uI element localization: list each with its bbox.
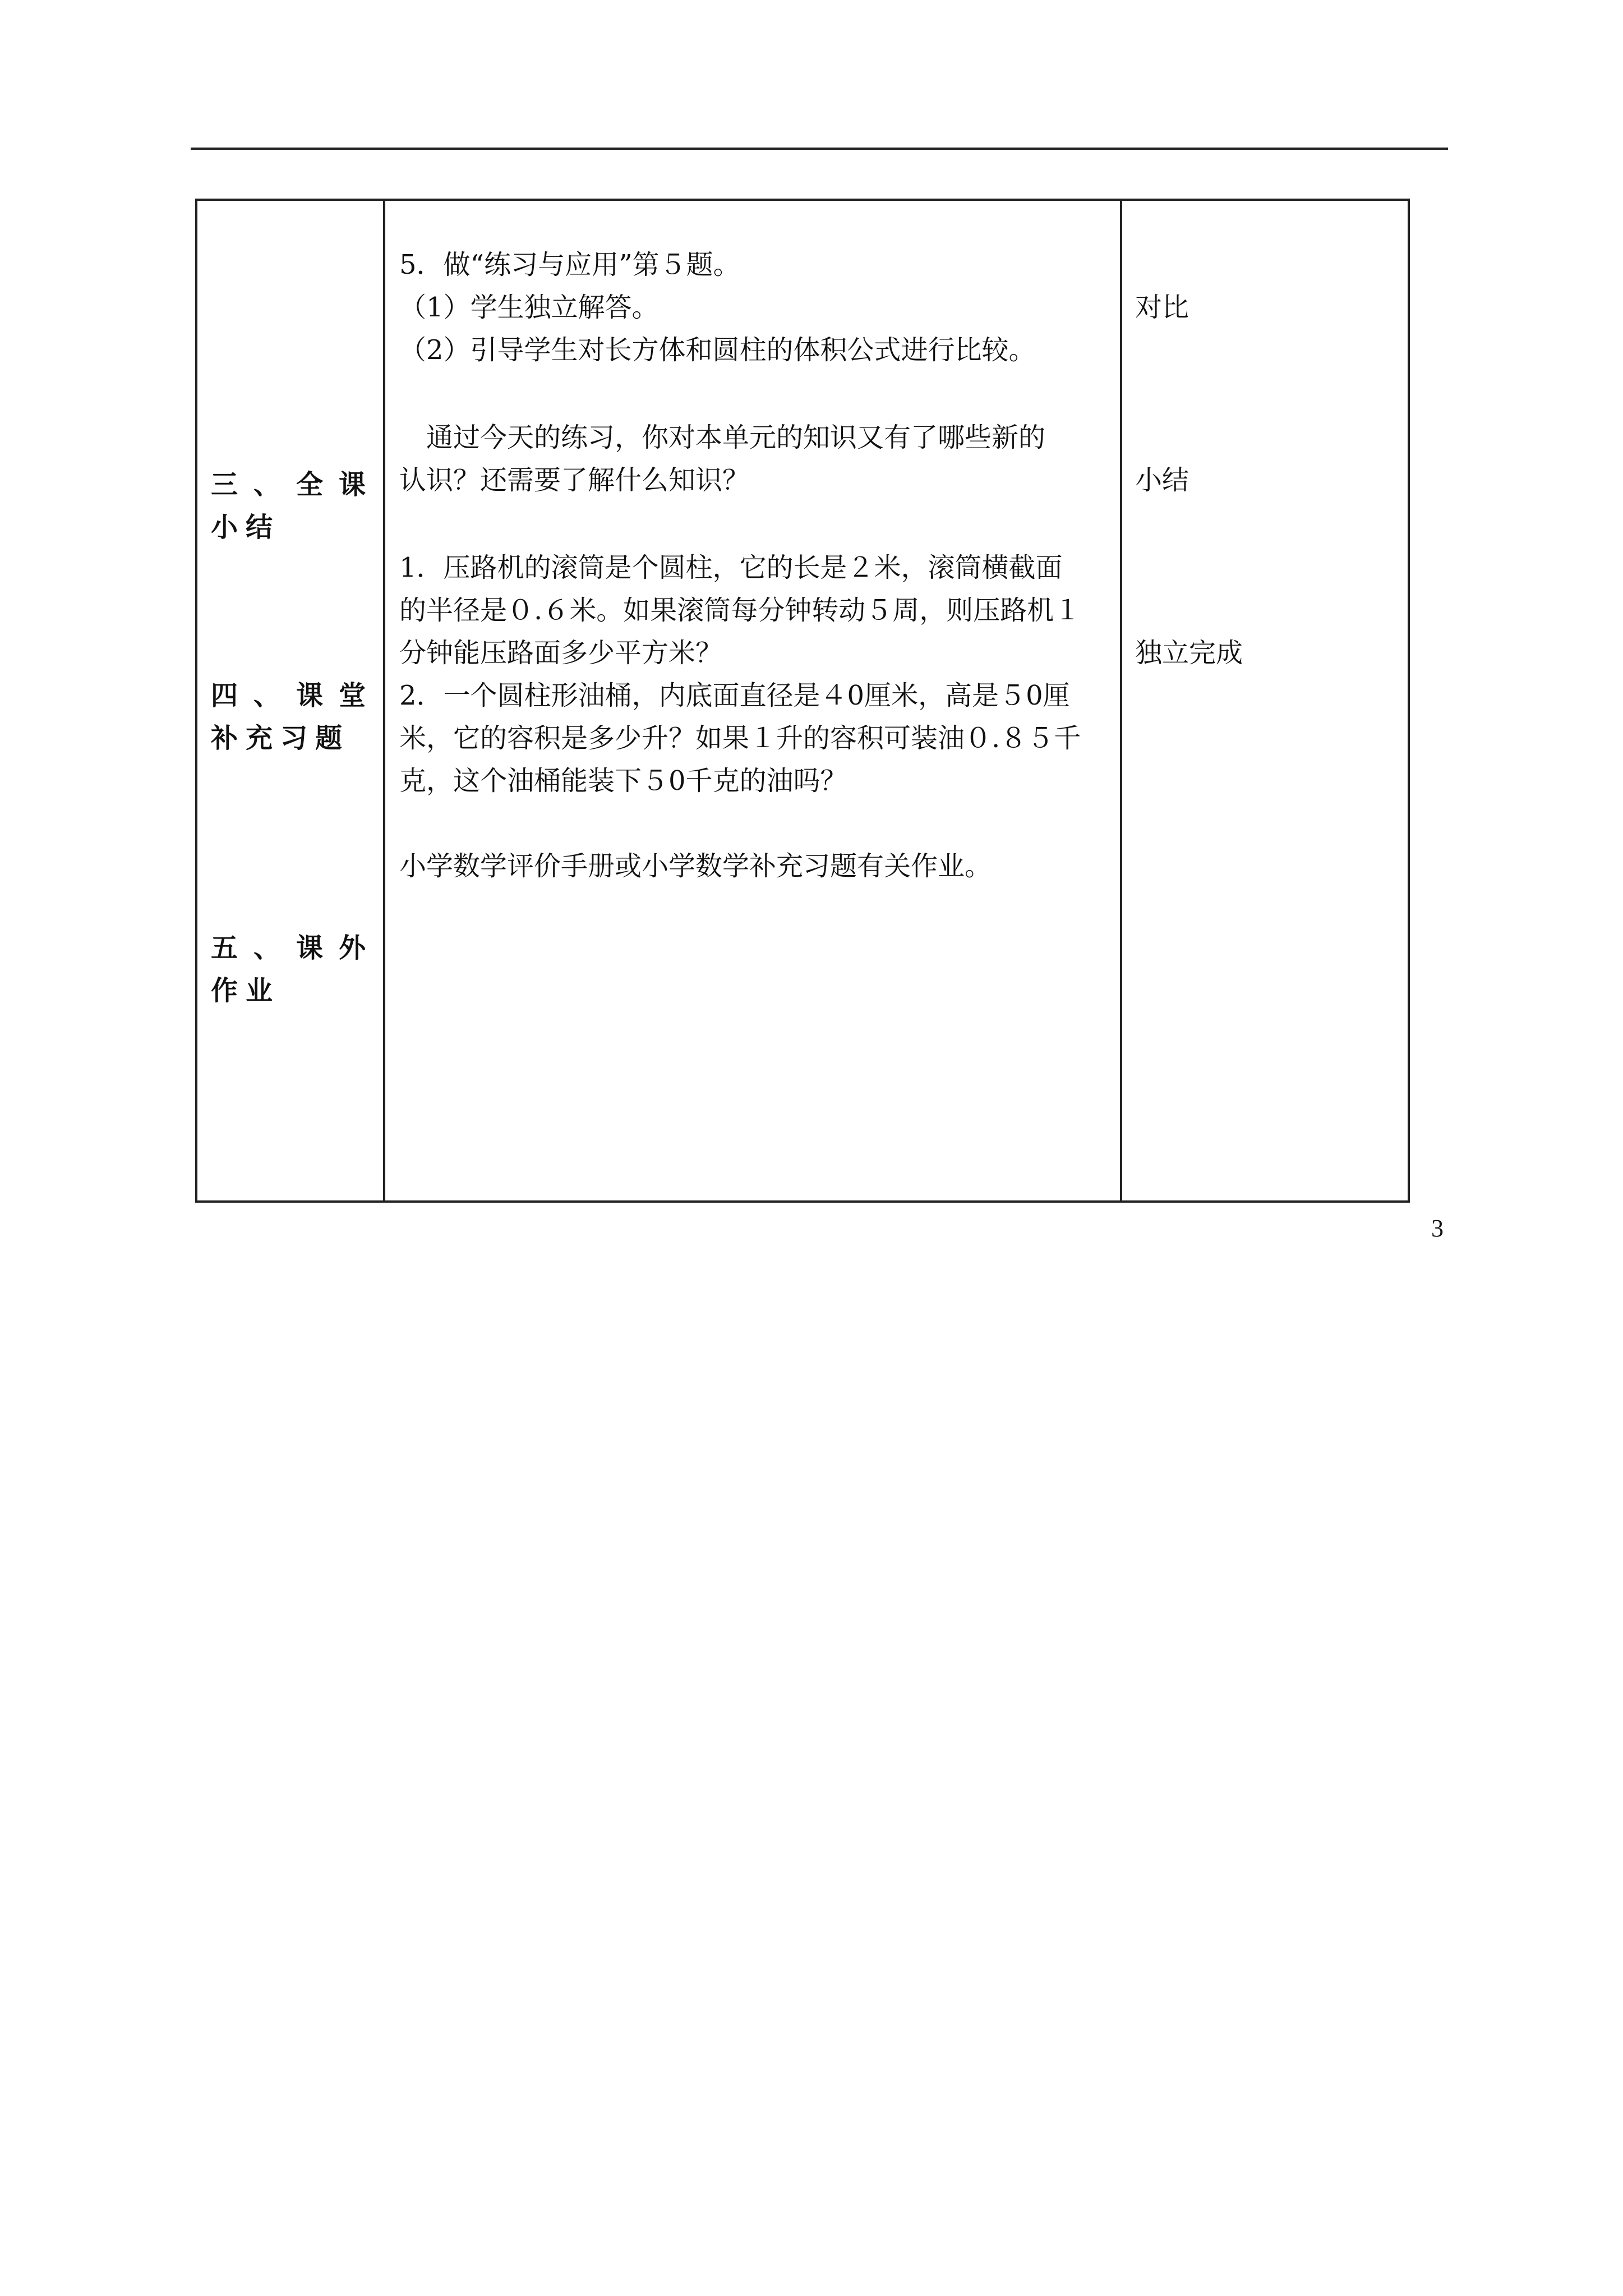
question2-line3: 克，这个油桶能装下５0千克的油吗？	[399, 765, 847, 797]
exercise5-step1: （1）学生独立解答。	[399, 292, 659, 323]
section-summary-label: 三、全课小结	[211, 469, 374, 543]
question2-line2: 米，它的容积是多少升？如果１升的容积可装油０.８５千	[399, 723, 1081, 754]
question1-line2: 的半径是０.６米。如果滚筒每分钟转动５周，则压路机１	[399, 595, 1081, 626]
section-extra-exercises-label: 四、课堂补充习题	[211, 680, 374, 754]
summary-text-line1: 通过今天的练习，你对本单元的知识又有了哪些新的	[399, 422, 1046, 453]
question1-line1: 1．压路机的滚筒是个圆柱，它的长是２米，滚筒横截面	[399, 552, 1063, 583]
note-compare: 对比	[1135, 292, 1189, 323]
summary-text-line2: 认识？还需要了解什么知识？	[399, 464, 750, 496]
section-homework-label: 五、课外作业	[211, 932, 374, 1006]
note-independent: 独立完成	[1135, 637, 1243, 669]
exercise5-title: 5．做“练习与应用”第５题。	[399, 249, 740, 280]
column-divider-left	[383, 201, 385, 1200]
header-rule	[191, 148, 1448, 150]
homework-text: 小学数学评价手册或小学数学补充习题有关作业。	[399, 850, 992, 882]
page-number: 3	[1431, 1214, 1444, 1242]
column-divider-right	[1120, 201, 1122, 1200]
lesson-plan-table	[195, 199, 1410, 1203]
question2-line1: 2．一个圆柱形油桶，内底面直径是４0厘米，高是５0厘	[399, 680, 1070, 711]
note-summary: 小结	[1135, 464, 1189, 496]
exercise5-step2: （2）引导学生对长方体和圆柱的体积公式进行比较。	[399, 334, 1036, 366]
question1-line3: 分钟能压路面多少平方米？	[399, 637, 723, 669]
